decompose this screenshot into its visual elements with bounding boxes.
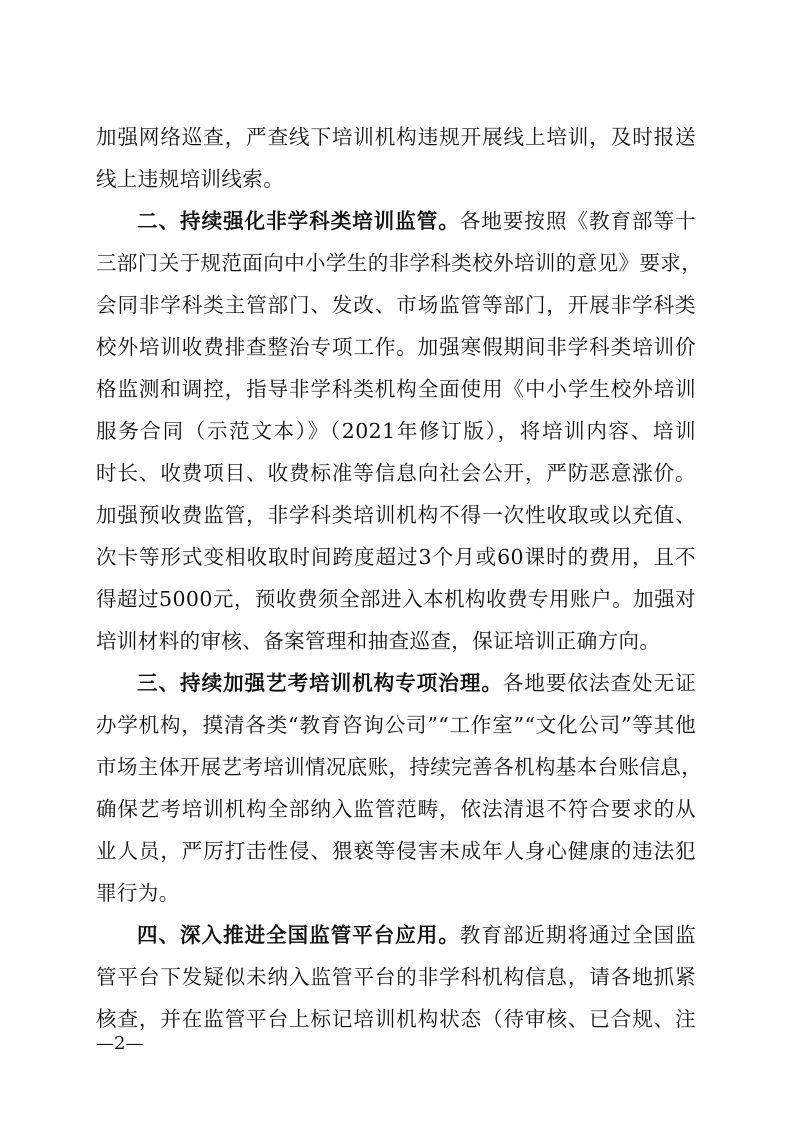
body-line: 线上违规培训线索。 xyxy=(96,167,285,191)
body-line: 得超过5000元，预收费须全部进入本机构收费专用账户。加强对 xyxy=(96,587,696,611)
body-line: 培训材料的审核、备案管理和抽查巡查，保证培训正确方向。 xyxy=(96,629,661,653)
paragraph-3-text: 各地要依法查处无证 xyxy=(502,671,696,695)
body-line: 办学机构，摸清各类“教育咨询公司”“工作室”“文化公司”等其他 xyxy=(96,713,696,737)
body-line: 会同非学科类主管部门、发改、市场监管等部门，开展非学科类 xyxy=(96,293,696,317)
body-line: 确保艺考培训机构全部纳入监管范畴，依法清退不符合要求的从 xyxy=(96,797,696,821)
body-line: 管平台下发疑似未纳入监管平台的非学科机构信息，请各地抓紧 xyxy=(96,965,696,989)
paragraph-4-text: 教育部近期将通过全国监 xyxy=(459,923,696,947)
body-line: 市场主体开展艺考培训情况底账，持续完善各机构基本台账信息， xyxy=(96,755,703,779)
body-line: 时长、收费项目、收费标准等信息向社会公开，严防恶意涨价。 xyxy=(96,461,696,485)
body-line: 罪行为。 xyxy=(96,881,180,905)
body-line: 三部门关于规范面向中小学生的非学科类校外培训的意见》要求， xyxy=(96,251,703,275)
body-line: 次卡等形式变相收取时间跨度超过3个月或60课时的费用，且不 xyxy=(96,545,696,569)
paragraph-3-heading: 三、持续加强艺考培训机构专项治理。 xyxy=(137,671,503,695)
paragraph-3-first-line xyxy=(137,663,696,703)
paragraph-4-heading: 四、深入推进全国监管平台应用。 xyxy=(137,923,460,947)
body-line: 业人员，严厉打击性侵、猥亵等侵害未成年人身心健康的违法犯 xyxy=(96,839,696,863)
body-line: 加强网络巡查，严查线下培训机构违规开展线上培训，及时报送 xyxy=(96,125,696,149)
body-line: 服务合同（示范文本）》（2021年修订版），将培训内容、培训 xyxy=(96,419,696,443)
body-line: 格监测和调控，指导非学科类机构全面使用《中小学生校外培训 xyxy=(96,377,696,401)
paragraph-2-heading: 二、持续强化非学科类培训监管。 xyxy=(137,209,460,233)
paragraph-4-first-line xyxy=(137,915,696,955)
body-line: 核查，并在监管平台上标记培训机构状态（待审核、已合规、注 xyxy=(96,1007,696,1031)
body-line: 加强预收费监管，非学科类培训机构不得一次性收取或以充值、 xyxy=(96,503,696,527)
page-number: —2— xyxy=(96,1033,144,1054)
paragraph-2-text: 各地要按照《教育部等十 xyxy=(459,209,696,233)
body-line: 校外培训收费排查整治专项工作。加强寒假期间非学科类培训价 xyxy=(96,335,696,359)
paragraph-2-first-line xyxy=(137,201,696,241)
